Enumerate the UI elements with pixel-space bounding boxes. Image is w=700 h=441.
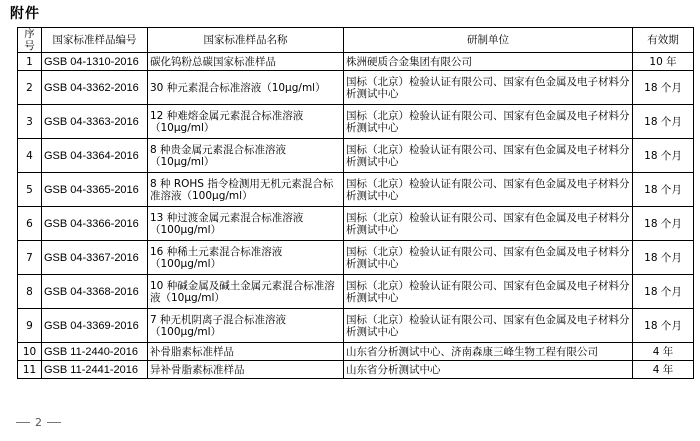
row-code: GSB 11-2440-2016 (42, 343, 148, 361)
row-period: 18 个月 (633, 309, 694, 343)
attachment-heading: 附件 (10, 6, 40, 22)
row-period: 18 个月 (633, 207, 694, 241)
row-no: 8 (18, 275, 42, 309)
row-period: 4 年 (633, 343, 694, 361)
row-name: 补骨脂素标准样品 (148, 343, 344, 361)
row-code: GSB 04-3366-2016 (42, 207, 148, 241)
table-row (18, 173, 694, 207)
footer-dash-right (47, 422, 61, 423)
header-period: 有效期 (633, 28, 694, 53)
row-name: 7 种无机阴离子混合标准溶液（100μg/ml） (148, 309, 344, 343)
row-unit: 国标（北京）检验认证有限公司、国家有色金属及电子材料分析测试中心 (344, 105, 633, 139)
row-name: 碳化钨粉总碳国家标准样品 (148, 53, 344, 71)
standard-samples-table (17, 27, 694, 379)
row-name: 12 种难熔金属元素混合标准溶液（10μg/ml） (148, 105, 344, 139)
table-header-row (18, 28, 694, 53)
table-row (18, 361, 694, 379)
footer-dash-left (16, 422, 30, 423)
row-name: 8 种贵金属元素混合标准溶液（10μg/ml） (148, 139, 344, 173)
row-code: GSB 11-2441-2016 (42, 361, 148, 379)
table-row (18, 241, 694, 275)
header-unit: 研制单位 (344, 28, 633, 53)
table-row (18, 207, 694, 241)
row-no: 10 (18, 343, 42, 361)
row-no: 9 (18, 309, 42, 343)
page-footer (16, 416, 61, 429)
row-period: 10 年 (633, 53, 694, 71)
row-name: 异补骨脂素标准样品 (148, 361, 344, 379)
header-code: 国家标准样品编号 (42, 28, 148, 53)
row-code: GSB 04-3363-2016 (42, 105, 148, 139)
header-no: 序号 (18, 28, 42, 53)
row-unit: 株洲硬质合金集团有限公司 (344, 53, 633, 71)
header-name: 国家标准样品名称 (148, 28, 344, 53)
row-no: 1 (18, 53, 42, 71)
row-code: GSB 04-3367-2016 (42, 241, 148, 275)
row-no: 11 (18, 361, 42, 379)
row-unit: 山东省分析测试中心 (344, 361, 633, 379)
table-row (18, 139, 694, 173)
row-period: 18 个月 (633, 105, 694, 139)
table-row (18, 343, 694, 361)
row-no: 4 (18, 139, 42, 173)
row-unit: 山东省分析测试中心、济南森康三峰生物工程有限公司 (344, 343, 633, 361)
row-unit: 国标（北京）检验认证有限公司、国家有色金属及电子材料分析测试中心 (344, 309, 633, 343)
row-code: GSB 04-3362-2016 (42, 71, 148, 105)
table-row (18, 309, 694, 343)
row-unit: 国标（北京）检验认证有限公司、国家有色金属及电子材料分析测试中心 (344, 241, 633, 275)
row-unit: 国标（北京）检验认证有限公司、国家有色金属及电子材料分析测试中心 (344, 207, 633, 241)
page-number: 2 (35, 416, 42, 429)
row-unit: 国标（北京）检验认证有限公司、国家有色金属及电子材料分析测试中心 (344, 71, 633, 105)
row-period: 4 年 (633, 361, 694, 379)
table-row (18, 53, 694, 71)
table-row (18, 105, 694, 139)
row-code: GSB 04-3365-2016 (42, 173, 148, 207)
row-no: 3 (18, 105, 42, 139)
row-code: GSB 04-3364-2016 (42, 139, 148, 173)
row-unit: 国标（北京）检验认证有限公司、国家有色金属及电子材料分析测试中心 (344, 275, 633, 309)
row-period: 18 个月 (633, 241, 694, 275)
row-period: 18 个月 (633, 275, 694, 309)
row-code: GSB 04-1310-2016 (42, 53, 148, 71)
row-no: 2 (18, 71, 42, 105)
row-period: 18 个月 (633, 71, 694, 105)
row-code: GSB 04-3368-2016 (42, 275, 148, 309)
row-period: 18 个月 (633, 139, 694, 173)
row-name: 16 种稀土元素混合标准溶液（100μg/ml） (148, 241, 344, 275)
row-name: 30 种元素混合标准溶液（10μg/ml） (148, 71, 344, 105)
table-row (18, 275, 694, 309)
row-unit: 国标（北京）检验认证有限公司、国家有色金属及电子材料分析测试中心 (344, 139, 633, 173)
row-name: 13 种过渡金属元素混合标准溶液（100μg/ml） (148, 207, 344, 241)
row-period: 18 个月 (633, 173, 694, 207)
row-code: GSB 04-3369-2016 (42, 309, 148, 343)
row-no: 5 (18, 173, 42, 207)
row-name: 10 种碱金属及碱土金属元素混合标准溶液（10μg/ml） (148, 275, 344, 309)
row-no: 7 (18, 241, 42, 275)
row-name: 8 种 ROHS 指令检测用无机元素混合标准溶液（100μg/ml） (148, 173, 344, 207)
table-row (18, 71, 694, 105)
row-unit: 国标（北京）检验认证有限公司、国家有色金属及电子材料分析测试中心 (344, 173, 633, 207)
row-no: 6 (18, 207, 42, 241)
